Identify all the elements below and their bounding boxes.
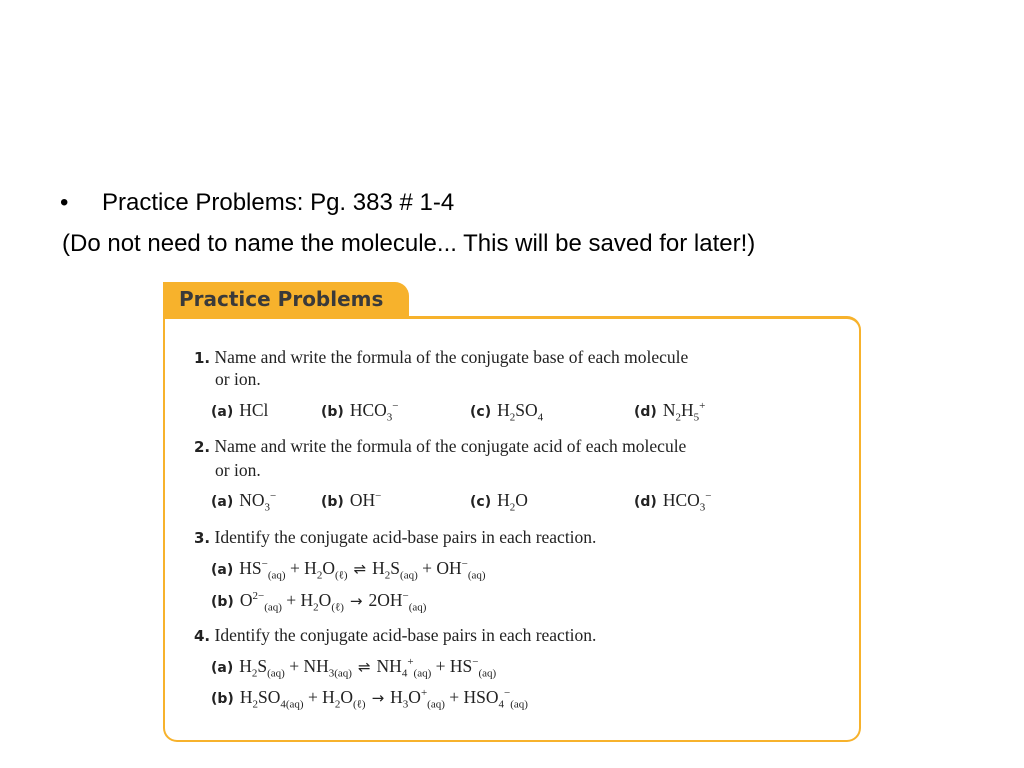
problem-text-cont: or ion. <box>215 369 261 389</box>
part-label: (a) <box>211 404 234 420</box>
part-3a: (a) $HS^-_{(aq)} + H_2O_{(\ell)}$ ⇌ $H_2S_{(aq)} + OH^-_{(aq)}$ <box>211 558 486 582</box>
problem-text: Identify the conjugate acid-base pairs in each reaction. <box>214 625 597 645</box>
practice-problems-heading: Practice Problems <box>163 282 409 318</box>
problem-number: 4. <box>194 627 211 645</box>
problem-1 <box>194 346 688 369</box>
bullet-line <box>60 189 454 217</box>
part-label: (c) <box>470 494 492 510</box>
part-1a: (a) HCl <box>211 400 269 420</box>
part-3b: (b) $O^{2-}_{(aq)} + H_2O_{(\ell)} \to 2OH^-_{(aq)}$ <box>211 590 427 614</box>
bullet-text: Practice Problems: Pg. 383 # 1-4 <box>102 189 455 216</box>
part-label: (c) <box>470 404 492 420</box>
problem-text: Identify the conjugate acid-base pairs in each reaction. <box>214 527 597 547</box>
part-label: (b) <box>321 404 344 420</box>
part-label: (b) <box>211 691 234 707</box>
part-label: (a) <box>211 494 234 510</box>
part-2c: (c) $H_2O$ <box>470 490 528 514</box>
bullet-dot: • <box>60 189 69 216</box>
part-2d: (d) $HCO_3^-$ <box>634 490 712 514</box>
part-1c: (c) $H_2SO_4$ <box>470 400 544 424</box>
part-4b: (b) $H_2SO_{4(aq)} + H_2O_{(\ell)} \to H_3O^+_{(aq)} + HSO_4^-_{(aq)}$ <box>211 687 528 711</box>
problem-number: 3. <box>194 529 211 547</box>
problem-number: 2. <box>194 438 211 456</box>
problem-4 <box>194 624 596 647</box>
part-label: (a) <box>211 562 234 578</box>
part-label: (b) <box>211 594 234 610</box>
part-1d: (d) $N_2H_5^+$ <box>634 400 706 424</box>
note-text: (Do not need to name the molecule... This will be saved for later!) <box>62 230 756 257</box>
problem-text-cont: or ion. <box>215 460 261 480</box>
problem-3 <box>194 526 596 549</box>
part-2b: (b) OH− <box>321 490 382 510</box>
part-label: (d) <box>634 404 657 420</box>
practice-problems-box <box>163 316 861 742</box>
problem-2 <box>194 435 686 458</box>
problem-number: 1. <box>194 349 211 367</box>
part-label: (a) <box>211 660 234 676</box>
part-label: (d) <box>634 494 657 510</box>
part-1b: (b) $HCO_3^-$ <box>321 400 399 424</box>
problem-text: Name and write the formula of the conjugate base of each molecule <box>214 347 689 367</box>
part-4a: (a) $H_2S_{(aq)} + NH_{3(aq)}$ ⇌ $NH_4^+_{(aq)} + HS^-_{(aq)}$ <box>211 656 497 680</box>
problem-text: Name and write the formula of the conjugate acid of each molecule <box>214 436 687 456</box>
part-2a: (a) $NO_3^-$ <box>211 490 277 514</box>
part-label: (b) <box>321 494 344 510</box>
